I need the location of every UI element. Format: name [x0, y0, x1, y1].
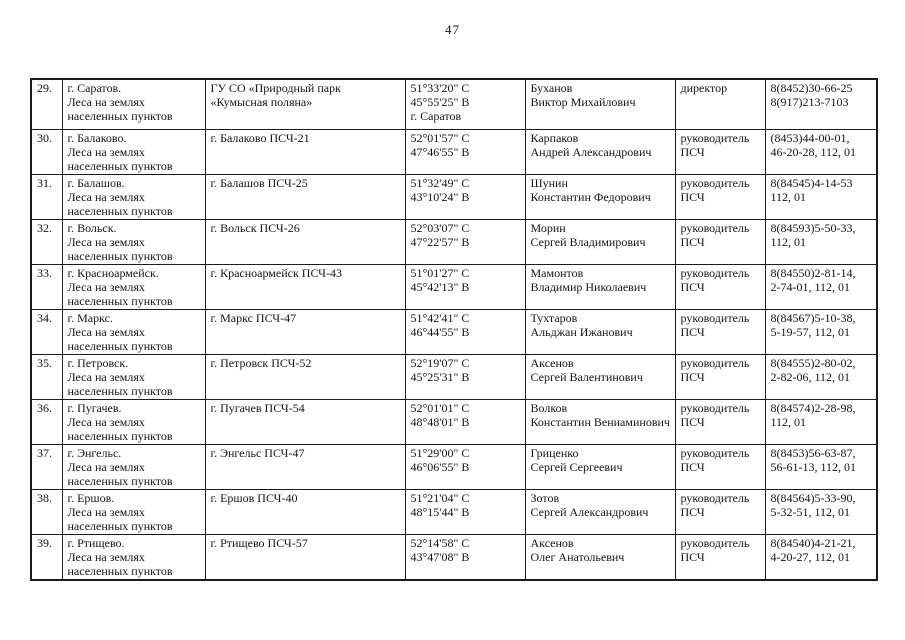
cell-line: 32. [37, 220, 52, 235]
cell-line: ПСЧ [680, 144, 705, 159]
cell-line: г. Вольск. [67, 220, 117, 235]
cell-line: г. Маркс. [67, 310, 113, 325]
cell-line: 51°42'41" С [410, 310, 470, 325]
cell-line: Леса на землях [67, 504, 145, 519]
cell-line: 8(84540)4-21-21, [770, 535, 856, 550]
cell-line: населенных пунктов [67, 293, 173, 308]
cell-line: 51°33'20" С [410, 81, 470, 95]
cell-location [62, 444, 205, 489]
cell-line: 39. [37, 535, 52, 550]
cell-organization [205, 174, 405, 219]
cell-line: 46-20-28, 112, 01 [770, 144, 857, 159]
cell-line: 35. [37, 355, 52, 370]
cell-line: 8(84564)5-33-90, [770, 490, 856, 505]
cell-line: 8(84574)2-28-98, [770, 400, 856, 415]
cell-phone [765, 309, 877, 354]
cell-line: 45°25'31" В [410, 369, 470, 384]
cell-line: 8(84567)5-10-38, [770, 310, 856, 325]
cell-line: г. Петровск. [67, 355, 129, 370]
cell-line: 52°01'01" С [410, 400, 470, 415]
cell-position [675, 174, 765, 219]
cell-line: 112, 01 [770, 189, 807, 204]
cell-line: Шунин [530, 175, 568, 190]
cell-organization [205, 309, 405, 354]
cell-line: Леса на землях [67, 144, 145, 159]
cell-organization [205, 354, 405, 399]
cell-line: 45°55'25" В [410, 95, 470, 109]
cell-person [525, 444, 675, 489]
cell-coordinates [405, 534, 525, 580]
cell-line: населенных пунктов [67, 338, 173, 353]
cell-line: 34. [37, 310, 52, 325]
cell-location [62, 129, 205, 174]
cell-line: 8(8453)56-63-87, [770, 445, 856, 460]
cell-line: 51°21'04" С [410, 490, 470, 505]
cell-phone [765, 534, 877, 580]
cell-line: 51°01'27" С [410, 265, 470, 280]
cell-phone [765, 354, 877, 399]
cell-position [675, 489, 765, 534]
cell-line: Леса на землях [67, 324, 145, 339]
cell-line: 52°14'58" С [410, 535, 470, 550]
cell-line: 8(8452)30-66-25 [770, 81, 853, 95]
cell-line: г. Энгельс ПСЧ-47 [210, 445, 305, 460]
cell-phone [765, 264, 877, 309]
cell-phone [765, 489, 877, 534]
cell-line: Леса на землях [67, 234, 145, 249]
cell-line: 31. [37, 175, 52, 190]
cell-line: г. Саратов [410, 109, 462, 123]
cell-phone [765, 174, 877, 219]
cell-num [31, 219, 62, 264]
cell-person [525, 129, 675, 174]
cell-coordinates [405, 444, 525, 489]
cell-line: населенных пунктов [67, 248, 173, 263]
table-row [31, 399, 877, 444]
cell-location [62, 219, 205, 264]
cell-num [31, 399, 62, 444]
cell-num [31, 354, 62, 399]
cell-line: г. Красноармейск ПСЧ-43 [210, 265, 342, 280]
cell-num [31, 309, 62, 354]
cell-position [675, 444, 765, 489]
cell-location [62, 399, 205, 444]
cell-line: Сергей Сергеевич [530, 459, 623, 474]
cell-position [675, 264, 765, 309]
cell-coordinates [405, 309, 525, 354]
cell-line: (8453)44-00-01, [770, 130, 850, 145]
cell-line: населенных пунктов [67, 203, 173, 218]
cell-line: руководитель [680, 265, 750, 280]
cell-line: руководитель [680, 310, 750, 325]
table-row [31, 354, 877, 399]
cell-line: населенных пунктов [67, 109, 173, 123]
cell-line: г. Балашов ПСЧ-25 [210, 175, 308, 190]
cell-line: Леса на землях [67, 189, 145, 204]
cell-line: 5-19-57, 112, 01 [770, 324, 851, 339]
cell-coordinates [405, 129, 525, 174]
cell-line: ПСЧ [680, 324, 705, 339]
table-row [31, 129, 877, 174]
cell-line: 47°46'55" В [410, 144, 470, 159]
cell-organization [205, 219, 405, 264]
cell-position [675, 219, 765, 264]
cell-phone [765, 219, 877, 264]
cell-line: Аксенов [530, 535, 574, 550]
cell-num [31, 489, 62, 534]
cell-organization [205, 534, 405, 580]
cell-line: 30. [37, 130, 52, 145]
cell-line: Гриценко [530, 445, 579, 460]
cell-line: Сергей Александрович [530, 504, 649, 519]
cell-line: ПСЧ [680, 279, 705, 294]
cell-location [62, 534, 205, 580]
cell-line: Тухтаров [530, 310, 578, 325]
cell-coordinates [405, 79, 525, 129]
table-row [31, 219, 877, 264]
cell-line: ПСЧ [680, 414, 705, 429]
cell-person [525, 489, 675, 534]
cell-line: Владимир Николаевич [530, 279, 647, 294]
table-row [31, 309, 877, 354]
table-row [31, 534, 877, 580]
cell-line: ПСЧ [680, 189, 705, 204]
cell-location [62, 79, 205, 129]
cell-line: г. Маркс ПСЧ-47 [210, 310, 297, 325]
cell-line: Волков [530, 400, 568, 415]
cell-person [525, 79, 675, 129]
cell-line: г. Пугачев ПСЧ-54 [210, 400, 305, 415]
cell-line: Леса на землях [67, 279, 145, 294]
cell-position [675, 534, 765, 580]
cell-line: 43°47'08" В [410, 549, 470, 564]
cell-person [525, 534, 675, 580]
cell-line: руководитель [680, 220, 750, 235]
table-row [31, 79, 877, 129]
cell-coordinates [405, 174, 525, 219]
cell-person [525, 309, 675, 354]
cell-line: Аксенов [530, 355, 574, 370]
cell-line: Альджан Ижанович [530, 324, 633, 339]
cell-line: ПСЧ [680, 549, 705, 564]
cell-line: 52°01'57" С [410, 130, 470, 145]
cell-line: Карпаков [530, 130, 579, 145]
cell-line: 47°22'57" В [410, 234, 470, 249]
cell-organization [205, 264, 405, 309]
cell-line: Константин Федорович [530, 189, 651, 204]
cell-organization [205, 129, 405, 174]
cell-num [31, 129, 62, 174]
cell-num [31, 174, 62, 219]
cell-line: 29. [37, 81, 52, 95]
cell-line: г. Ртищево. [67, 535, 125, 550]
cell-line: ПСЧ [680, 234, 705, 249]
cell-location [62, 174, 205, 219]
cell-person [525, 399, 675, 444]
cell-line: 51°29'00" С [410, 445, 470, 460]
cell-line: г. Пугачев. [67, 400, 122, 415]
cell-line: 52°03'07" С [410, 220, 470, 235]
cell-line: населенных пунктов [67, 158, 173, 173]
cell-line: 36. [37, 400, 52, 415]
cell-line: ПСЧ [680, 459, 705, 474]
cell-line: руководитель [680, 445, 750, 460]
contacts-table [30, 78, 878, 581]
cell-line: руководитель [680, 400, 750, 415]
cell-line: Леса на землях [67, 414, 145, 429]
cell-line: г. Балаково. [67, 130, 127, 145]
cell-line: Леса на землях [67, 95, 145, 109]
cell-line: Зотов [530, 490, 560, 505]
cell-line: руководитель [680, 490, 750, 505]
cell-line: населенных пунктов [67, 473, 173, 488]
cell-line: 33. [37, 265, 52, 280]
cell-num [31, 79, 62, 129]
cell-phone [765, 444, 877, 489]
cell-coordinates [405, 264, 525, 309]
cell-line: 46°06'55" В [410, 459, 470, 474]
cell-phone [765, 129, 877, 174]
cell-line: 8(84550)2-81-14, [770, 265, 856, 280]
cell-position [675, 399, 765, 444]
cell-line: г. Балашов. [67, 175, 125, 190]
cell-line: 112, 01 [770, 234, 807, 249]
cell-location [62, 264, 205, 309]
cell-line: 37. [37, 445, 52, 460]
cell-organization [205, 489, 405, 534]
cell-line: населенных пунктов [67, 383, 173, 398]
cell-organization [205, 79, 405, 129]
cell-line: ПСЧ [680, 504, 705, 519]
cell-line: 38. [37, 490, 52, 505]
cell-line: населенных пунктов [67, 518, 173, 533]
cell-line: г. Красноармейск. [67, 265, 159, 280]
cell-position [675, 129, 765, 174]
cell-line: 8(84545)4-14-53 [770, 175, 853, 190]
cell-line: 2-82-06, 112, 01 [770, 369, 851, 384]
cell-line: ПСЧ [680, 369, 705, 384]
cell-line: 8(84555)2-80-02, [770, 355, 856, 370]
cell-phone [765, 79, 877, 129]
cell-line: 52°19'07" С [410, 355, 470, 370]
table-body [31, 79, 877, 580]
cell-location [62, 309, 205, 354]
cell-line: Буханов [530, 81, 573, 95]
cell-line: директор [680, 81, 728, 95]
cell-coordinates [405, 489, 525, 534]
cell-line: 51°32'49" С [410, 175, 470, 190]
cell-line: ГУ СО «Природный парк [210, 81, 341, 95]
cell-line: 45°42'13" В [410, 279, 470, 294]
cell-line: населенных пунктов [67, 563, 173, 578]
cell-line: Виктор Михайлович [530, 95, 636, 109]
cell-coordinates [405, 354, 525, 399]
cell-line: 112, 01 [770, 414, 807, 429]
cell-line: руководитель [680, 535, 750, 550]
table-row [31, 264, 877, 309]
cell-location [62, 354, 205, 399]
cell-line: Олег Анатольевич [530, 549, 625, 564]
cell-person [525, 354, 675, 399]
cell-line: Андрей Александрович [530, 144, 652, 159]
page-number: 47 [445, 22, 460, 37]
cell-num [31, 534, 62, 580]
cell-line: г. Балаково ПСЧ-21 [210, 130, 310, 145]
cell-person [525, 219, 675, 264]
cell-line: г. Ершов. [67, 490, 115, 505]
cell-line: 8(84593)5-50-33, [770, 220, 856, 235]
table-row [31, 444, 877, 489]
cell-line: Леса на землях [67, 369, 145, 384]
table-row [31, 174, 877, 219]
cell-coordinates [405, 219, 525, 264]
cell-line: 43°10'24" В [410, 189, 470, 204]
cell-line: г. Энгельс. [67, 445, 122, 460]
cell-coordinates [405, 399, 525, 444]
cell-organization [205, 444, 405, 489]
table-row [31, 489, 877, 534]
cell-line: г. Ртищево ПСЧ-57 [210, 535, 308, 550]
cell-line: Константин Вениаминович [530, 414, 670, 429]
cell-person [525, 174, 675, 219]
cell-line: 2-74-01, 112, 01 [770, 279, 851, 294]
cell-line: 56-61-13, 112, 01 [770, 459, 857, 474]
cell-position [675, 354, 765, 399]
cell-line: «Кумысная поляна» [210, 95, 313, 109]
cell-num [31, 444, 62, 489]
cell-line: Сергей Валентинович [530, 369, 643, 384]
cell-position [675, 309, 765, 354]
cell-line: руководитель [680, 175, 750, 190]
cell-line: 8(917)213-7103 [770, 95, 849, 109]
cell-position [675, 79, 765, 129]
cell-line: 4-20-27, 112, 01 [770, 549, 851, 564]
cell-line: 5-32-51, 112, 01 [770, 504, 851, 519]
cell-person [525, 264, 675, 309]
cell-line: Мамонтов [530, 265, 584, 280]
cell-organization [205, 399, 405, 444]
cell-line: г. Саратов. [67, 81, 122, 95]
cell-line: руководитель [680, 355, 750, 370]
cell-phone [765, 399, 877, 444]
cell-line: Сергей Владимирович [530, 234, 646, 249]
cell-line: Леса на землях [67, 549, 145, 564]
cell-line: г. Ершов ПСЧ-40 [210, 490, 298, 505]
cell-line: 46°44'55" В [410, 324, 470, 339]
cell-line: 48°48'01" В [410, 414, 470, 429]
cell-line: Морин [530, 220, 566, 235]
cell-line: 48°15'44" В [410, 504, 470, 519]
cell-line: г. Вольск ПСЧ-26 [210, 220, 300, 235]
cell-line: населенных пунктов [67, 428, 173, 443]
cell-line: г. Петровск ПСЧ-52 [210, 355, 312, 370]
cell-location [62, 489, 205, 534]
cell-line: руководитель [680, 130, 750, 145]
cell-num [31, 264, 62, 309]
cell-line: Леса на землях [67, 459, 145, 474]
